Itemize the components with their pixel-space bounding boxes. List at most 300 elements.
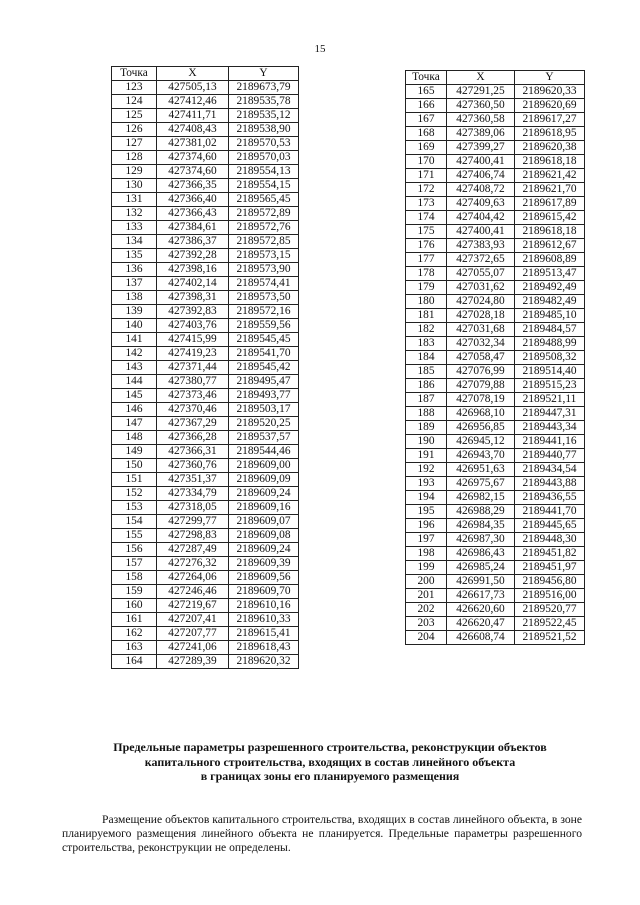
table-row	[406, 603, 585, 617]
cell-point: 203	[406, 617, 447, 631]
table-row	[112, 305, 299, 319]
cell-point: 155	[112, 529, 157, 543]
table-row	[112, 431, 299, 445]
cell-x: 426943,70	[447, 449, 515, 463]
cell-y: 2189615,41	[229, 627, 299, 641]
table-row	[112, 627, 299, 641]
section-heading	[90, 740, 570, 784]
table-row	[112, 319, 299, 333]
cell-x: 426608,74	[447, 631, 515, 645]
table-row	[406, 435, 585, 449]
column-header-point: Точка	[406, 71, 447, 85]
cell-x: 427409,63	[447, 197, 515, 211]
coordinates-table-left	[111, 66, 299, 669]
cell-point: 133	[112, 221, 157, 235]
cell-y: 2189503,17	[229, 403, 299, 417]
cell-y: 2189440,77	[515, 449, 585, 463]
table-row	[112, 501, 299, 515]
table-row	[112, 165, 299, 179]
table-row	[406, 519, 585, 533]
cell-point: 178	[406, 267, 447, 281]
table-row	[406, 281, 585, 295]
column-header-point: Точка	[112, 67, 157, 81]
cell-x: 427505,13	[157, 81, 229, 95]
cell-y: 2189535,12	[229, 109, 299, 123]
cell-x: 427398,16	[157, 263, 229, 277]
table-row	[406, 127, 585, 141]
cell-x: 427246,46	[157, 585, 229, 599]
table-row	[112, 389, 299, 403]
cell-point: 169	[406, 141, 447, 155]
cell-y: 2189520,25	[229, 417, 299, 431]
cell-y: 2189573,90	[229, 263, 299, 277]
cell-point: 201	[406, 589, 447, 603]
cell-x: 426987,30	[447, 533, 515, 547]
cell-y: 2189451,97	[515, 561, 585, 575]
table-row	[112, 655, 299, 669]
cell-y: 2189609,00	[229, 459, 299, 473]
cell-x: 427366,28	[157, 431, 229, 445]
table-row	[406, 533, 585, 547]
cell-x: 427366,31	[157, 445, 229, 459]
cell-x: 427415,99	[157, 333, 229, 347]
cell-point: 154	[112, 515, 157, 529]
cell-x: 427392,83	[157, 305, 229, 319]
cell-x: 426951,63	[447, 463, 515, 477]
cell-y: 2189618,18	[515, 155, 585, 169]
cell-y: 2189572,89	[229, 207, 299, 221]
cell-x: 427412,46	[157, 95, 229, 109]
table-row	[112, 109, 299, 123]
cell-y: 2189554,15	[229, 179, 299, 193]
cell-point: 162	[112, 627, 157, 641]
cell-x: 427386,37	[157, 235, 229, 249]
column-header-y: Y	[515, 71, 585, 85]
cell-y: 2189484,57	[515, 323, 585, 337]
cell-point: 132	[112, 207, 157, 221]
table-row	[112, 179, 299, 193]
cell-point: 185	[406, 365, 447, 379]
cell-point: 130	[112, 179, 157, 193]
table-row	[112, 459, 299, 473]
table-row	[406, 309, 585, 323]
cell-x: 427381,02	[157, 137, 229, 151]
cell-y: 2189537,57	[229, 431, 299, 445]
table-row	[112, 193, 299, 207]
cell-x: 427055,07	[447, 267, 515, 281]
cell-y: 2189573,15	[229, 249, 299, 263]
cell-y: 2189441,70	[515, 505, 585, 519]
cell-y: 2189456,80	[515, 575, 585, 589]
table-row	[112, 515, 299, 529]
cell-y: 2189492,49	[515, 281, 585, 295]
cell-x: 427360,76	[157, 459, 229, 473]
cell-point: 153	[112, 501, 157, 515]
cell-x: 426968,10	[447, 407, 515, 421]
cell-y: 2189673,79	[229, 81, 299, 95]
cell-y: 2189620,38	[515, 141, 585, 155]
cell-x: 427289,39	[157, 655, 229, 669]
cell-x: 427398,31	[157, 291, 229, 305]
cell-point: 180	[406, 295, 447, 309]
cell-x: 427032,34	[447, 337, 515, 351]
cell-y: 2189522,45	[515, 617, 585, 631]
cell-y: 2189485,10	[515, 309, 585, 323]
cell-point: 193	[406, 477, 447, 491]
cell-point: 199	[406, 561, 447, 575]
table-row	[112, 599, 299, 613]
cell-y: 2189609,39	[229, 557, 299, 571]
table-row	[112, 137, 299, 151]
cell-point: 156	[112, 543, 157, 557]
cell-x: 427241,06	[157, 641, 229, 655]
cell-point: 200	[406, 575, 447, 589]
cell-point: 165	[406, 85, 447, 99]
body-paragraph: Размещение объектов капитального строительства, входящих в состав линейного объекта, в зоне планируемого размещения линейного объекта не планируется. Предельные параметры разрешенного строительства, реконструкции не определены.	[62, 812, 582, 854]
table-row	[112, 277, 299, 291]
cell-point: 127	[112, 137, 157, 151]
cell-x: 427419,23	[157, 347, 229, 361]
cell-x: 427298,83	[157, 529, 229, 543]
cell-point: 158	[112, 571, 157, 585]
cell-x: 427299,77	[157, 515, 229, 529]
cell-point: 192	[406, 463, 447, 477]
cell-y: 2189610,33	[229, 613, 299, 627]
cell-y: 2189621,42	[515, 169, 585, 183]
cell-y: 2189521,52	[515, 631, 585, 645]
cell-y: 2189609,70	[229, 585, 299, 599]
cell-x: 426617,73	[447, 589, 515, 603]
cell-y: 2189570,03	[229, 151, 299, 165]
cell-point: 159	[112, 585, 157, 599]
cell-point: 152	[112, 487, 157, 501]
cell-y: 2189573,50	[229, 291, 299, 305]
cell-x: 427374,60	[157, 165, 229, 179]
cell-y: 2189515,23	[515, 379, 585, 393]
cell-x: 427383,93	[447, 239, 515, 253]
cell-point: 150	[112, 459, 157, 473]
table-header-row	[112, 67, 299, 81]
cell-point: 197	[406, 533, 447, 547]
cell-x: 427207,77	[157, 627, 229, 641]
table-row	[112, 417, 299, 431]
cell-y: 2189572,85	[229, 235, 299, 249]
cell-point: 141	[112, 333, 157, 347]
table-row	[112, 235, 299, 249]
coordinates-table-right	[405, 70, 585, 645]
cell-point: 198	[406, 547, 447, 561]
cell-point: 195	[406, 505, 447, 519]
table-row	[112, 487, 299, 501]
cell-x: 427366,40	[157, 193, 229, 207]
cell-y: 2189620,33	[515, 85, 585, 99]
section-heading-line: капитального строительства, входящих в состав линейного объекта	[144, 754, 516, 769]
cell-x: 427024,80	[447, 295, 515, 309]
cell-x: 427334,79	[157, 487, 229, 501]
cell-point: 179	[406, 281, 447, 295]
table-row	[112, 571, 299, 585]
cell-point: 194	[406, 491, 447, 505]
cell-y: 2189609,24	[229, 487, 299, 501]
cell-x: 426956,85	[447, 421, 515, 435]
cell-point: 204	[406, 631, 447, 645]
cell-x: 427318,05	[157, 501, 229, 515]
cell-x: 427370,46	[157, 403, 229, 417]
cell-point: 139	[112, 305, 157, 319]
table-row	[406, 337, 585, 351]
table-row	[406, 211, 585, 225]
cell-y: 2189545,45	[229, 333, 299, 347]
table-row	[112, 375, 299, 389]
cell-x: 427399,27	[447, 141, 515, 155]
cell-y: 2189545,42	[229, 361, 299, 375]
cell-y: 2189513,47	[515, 267, 585, 281]
cell-x: 426991,50	[447, 575, 515, 589]
table-row	[406, 141, 585, 155]
cell-x: 427264,06	[157, 571, 229, 585]
table-row	[406, 561, 585, 575]
table-row	[112, 473, 299, 487]
cell-x: 427411,71	[157, 109, 229, 123]
table-row	[406, 421, 585, 435]
cell-y: 2189559,56	[229, 319, 299, 333]
cell-y: 2189618,95	[515, 127, 585, 141]
cell-x: 427384,61	[157, 221, 229, 235]
cell-y: 2189574,41	[229, 277, 299, 291]
cell-y: 2189608,89	[515, 253, 585, 267]
table-row	[112, 263, 299, 277]
cell-y: 2189493,77	[229, 389, 299, 403]
table-row	[406, 505, 585, 519]
cell-y: 2189488,99	[515, 337, 585, 351]
table-row	[112, 249, 299, 263]
cell-x: 426975,67	[447, 477, 515, 491]
cell-point: 181	[406, 309, 447, 323]
cell-y: 2189441,16	[515, 435, 585, 449]
cell-point: 136	[112, 263, 157, 277]
cell-x: 427351,37	[157, 473, 229, 487]
table-row	[406, 99, 585, 113]
cell-point: 151	[112, 473, 157, 487]
cell-point: 188	[406, 407, 447, 421]
cell-y: 2189508,32	[515, 351, 585, 365]
table-row	[406, 547, 585, 561]
cell-point: 184	[406, 351, 447, 365]
cell-y: 2189443,34	[515, 421, 585, 435]
cell-point: 140	[112, 319, 157, 333]
cell-y: 2189565,45	[229, 193, 299, 207]
cell-point: 190	[406, 435, 447, 449]
cell-point: 163	[112, 641, 157, 655]
cell-point: 161	[112, 613, 157, 627]
cell-y: 2189535,78	[229, 95, 299, 109]
table-row	[406, 575, 585, 589]
cell-x: 427360,58	[447, 113, 515, 127]
column-header-x: X	[447, 71, 515, 85]
cell-point: 126	[112, 123, 157, 137]
cell-point: 186	[406, 379, 447, 393]
cell-point: 176	[406, 239, 447, 253]
cell-point: 160	[112, 599, 157, 613]
cell-y: 2189618,43	[229, 641, 299, 655]
cell-y: 2189609,09	[229, 473, 299, 487]
cell-point: 172	[406, 183, 447, 197]
cell-y: 2189609,07	[229, 515, 299, 529]
cell-y: 2189451,82	[515, 547, 585, 561]
cell-point: 166	[406, 99, 447, 113]
cell-x: 426620,60	[447, 603, 515, 617]
cell-y: 2189618,18	[515, 225, 585, 239]
cell-x: 427031,62	[447, 281, 515, 295]
cell-x: 427207,41	[157, 613, 229, 627]
table-row	[112, 151, 299, 165]
cell-point: 144	[112, 375, 157, 389]
table-row	[406, 253, 585, 267]
cell-x: 427408,43	[157, 123, 229, 137]
cell-x: 427058,47	[447, 351, 515, 365]
table-row	[112, 361, 299, 375]
cell-x: 427403,76	[157, 319, 229, 333]
cell-y: 2189621,70	[515, 183, 585, 197]
table-row	[112, 403, 299, 417]
cell-x: 426984,35	[447, 519, 515, 533]
cell-point: 157	[112, 557, 157, 571]
cell-x: 427374,60	[157, 151, 229, 165]
table-row	[406, 463, 585, 477]
cell-point: 134	[112, 235, 157, 249]
cell-point: 174	[406, 211, 447, 225]
cell-y: 2189447,31	[515, 407, 585, 421]
column-header-x: X	[157, 67, 229, 81]
cell-y: 2189609,56	[229, 571, 299, 585]
table-row	[406, 295, 585, 309]
cell-y: 2189521,11	[515, 393, 585, 407]
cell-y: 2189609,08	[229, 529, 299, 543]
cell-point: 147	[112, 417, 157, 431]
cell-y: 2189617,89	[515, 197, 585, 211]
cell-point: 143	[112, 361, 157, 375]
cell-x: 427380,77	[157, 375, 229, 389]
cell-y: 2189495,47	[229, 375, 299, 389]
cell-y: 2189482,49	[515, 295, 585, 309]
cell-point: 137	[112, 277, 157, 291]
cell-x: 426988,29	[447, 505, 515, 519]
cell-point: 164	[112, 655, 157, 669]
cell-point: 196	[406, 519, 447, 533]
cell-x: 427028,18	[447, 309, 515, 323]
cell-x: 427408,72	[447, 183, 515, 197]
cell-point: 123	[112, 81, 157, 95]
cell-y: 2189514,40	[515, 365, 585, 379]
page-number: 15	[314, 43, 326, 55]
column-header-y: Y	[229, 67, 299, 81]
cell-point: 189	[406, 421, 447, 435]
cell-x: 426945,12	[447, 435, 515, 449]
table-row	[112, 123, 299, 137]
cell-x: 427372,65	[447, 253, 515, 267]
cell-x: 427366,43	[157, 207, 229, 221]
table-row	[406, 225, 585, 239]
table-row	[406, 113, 585, 127]
table-row	[112, 207, 299, 221]
cell-y: 2189544,46	[229, 445, 299, 459]
cell-point: 183	[406, 337, 447, 351]
cell-x: 427406,74	[447, 169, 515, 183]
cell-point: 131	[112, 193, 157, 207]
cell-point: 148	[112, 431, 157, 445]
cell-point: 175	[406, 225, 447, 239]
cell-point: 173	[406, 197, 447, 211]
cell-y: 2189620,69	[515, 99, 585, 113]
cell-point: 145	[112, 389, 157, 403]
cell-point: 202	[406, 603, 447, 617]
cell-x: 427079,88	[447, 379, 515, 393]
table-row	[112, 641, 299, 655]
cell-x: 427287,49	[157, 543, 229, 557]
table-row	[406, 449, 585, 463]
cell-y: 2189436,55	[515, 491, 585, 505]
section-heading-line: Предельные параметры разрешенного строительства, реконструкции объектов	[113, 740, 547, 754]
cell-y: 2189516,00	[515, 589, 585, 603]
cell-point: 146	[112, 403, 157, 417]
table-row	[406, 169, 585, 183]
table-row	[406, 85, 585, 99]
cell-point: 187	[406, 393, 447, 407]
cell-x: 427276,32	[157, 557, 229, 571]
table-row	[112, 333, 299, 347]
cell-x: 427400,41	[447, 155, 515, 169]
table-row	[112, 291, 299, 305]
table-row	[406, 267, 585, 281]
cell-x: 426986,43	[447, 547, 515, 561]
cell-x: 427076,99	[447, 365, 515, 379]
cell-x: 427078,19	[447, 393, 515, 407]
cell-point: 135	[112, 249, 157, 263]
cell-y: 2189541,70	[229, 347, 299, 361]
cell-x: 427031,68	[447, 323, 515, 337]
table-row	[112, 81, 299, 95]
cell-x: 426985,24	[447, 561, 515, 575]
cell-y: 2189554,13	[229, 165, 299, 179]
cell-y: 2189572,76	[229, 221, 299, 235]
table-row	[112, 445, 299, 459]
table-header-row	[406, 71, 585, 85]
cell-x: 427404,42	[447, 211, 515, 225]
cell-point: 171	[406, 169, 447, 183]
table-row	[406, 407, 585, 421]
cell-y: 2189445,65	[515, 519, 585, 533]
table-row	[406, 393, 585, 407]
cell-point: 142	[112, 347, 157, 361]
table-row	[406, 491, 585, 505]
table-row	[406, 477, 585, 491]
cell-y: 2189617,27	[515, 113, 585, 127]
table-row	[112, 557, 299, 571]
cell-point: 129	[112, 165, 157, 179]
table-row	[406, 183, 585, 197]
table-row	[406, 589, 585, 603]
cell-x: 427219,67	[157, 599, 229, 613]
table-row	[112, 613, 299, 627]
table-row	[112, 221, 299, 235]
cell-point: 124	[112, 95, 157, 109]
cell-y: 2189572,16	[229, 305, 299, 319]
cell-x: 426620,47	[447, 617, 515, 631]
cell-x: 426982,15	[447, 491, 515, 505]
table-row	[112, 585, 299, 599]
table-row	[112, 347, 299, 361]
table-row	[112, 95, 299, 109]
